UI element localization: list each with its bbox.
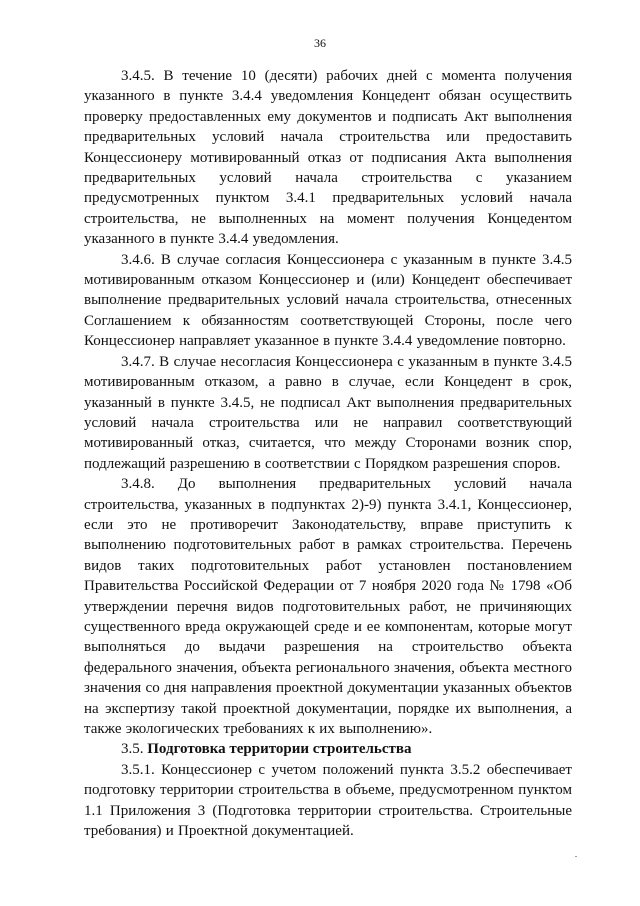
paragraph-3-4-6: 3.4.6. В случае согласия Концессионера с указанным в пункте 3.4.5 мотивированным отказом Концессионер и (или) Концедент обеспечивает выполнение предварительных условий начала строительства, отнесенных Соглашением к обязанностям соответствующей Стороны, после чего Концессионер направляет указанное в пункте 3.4.4 уведомление повторно. [84, 251, 572, 350]
section-heading-title: Подготовка территории строительства [147, 741, 412, 758]
paragraph-3-4-8: 3.4.8. До выполнения предварительных условий начала строительства, указанных в подпунктах 2)-9) пункта 3.4.1, Концессионер, если это не противоречит Законодательству, вправе приступить к выполнению подготовительных работ в рамках строительства. Перечень видов таких подготовительных работ установлен постановлением Правительства Российской Федерации от 7 ноября 2020 года № 1798 «Об утверждении перечня видов подготовительных работ, не причиняющих существенного вреда окружающей среде и ее компонентам, которые могут выполняться до выдачи разрешения на строительство объекта федерального значения, объекта регионального значения, объекта местного значения со дня направления проектной документации указанных объектов на экспертизу такой проектной документации, порядке их выполнения, а также экологических требованиях к их выполнению». [84, 476, 572, 737]
document-body [84, 66, 572, 841]
section-heading-number: 3.5. [121, 741, 144, 758]
scan-speck [575, 856, 577, 857]
paragraph-3-5-1: 3.5.1. Концессионер с учетом положений пункта 3.5.2 обеспечивает подготовку территории строительства в объеме, предусмотренном пунктом 1.1 Приложения 3 (Подготовка территории строительства. Строительные требования) и Проектной документацией. [84, 761, 572, 840]
paragraph-3-4-7: 3.4.7. В случае несогласия Концессионера с указанным в пункте 3.4.5 мотивированным отказом, а равно в случае, если Концедент в срок, указанный в пункте 3.4.5, не подписал Акт выполнения предварительных условий начала строительства или не направил соответствующий мотивированный отказ, считается, что между Сторонами возник спор, подлежащий разрешению в соответствии с Порядком разрешения споров. [84, 353, 572, 472]
paragraph-3-4-5: 3.4.5. В течение 10 (десяти) рабочих дней с момента получения указанного в пункте 3.4.4 уведомления Концедент обязан осуществить проверку предоставленных ему документов и подписать Акт выполнения предварительных условий начала строительства или предоставить Концессионеру мотивированный отказ от подписания Акта выполнения предварительных условий начала строительства с указанием предусмотренных пунктом 3.4.1 предварительных условий начала строительства, не выполненных на момент получения Концедентом указанного в пункте 3.4.4 уведомления. [84, 68, 572, 248]
page-number: 36 [314, 36, 326, 50]
section-heading [84, 739, 572, 759]
